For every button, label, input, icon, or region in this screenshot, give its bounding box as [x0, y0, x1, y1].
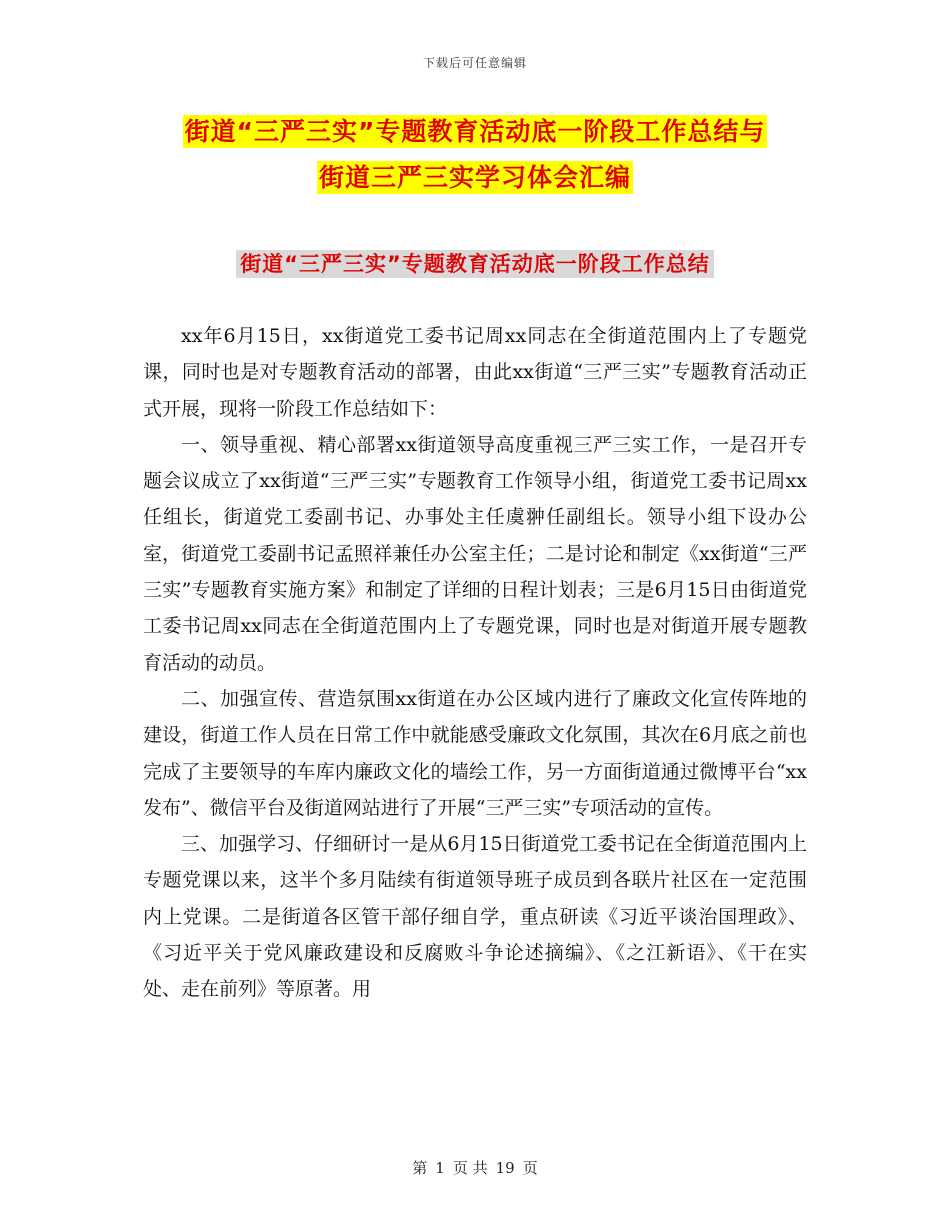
- page-footer: [0, 1157, 950, 1178]
- section-title-text: 街道“三严三实”专题教育活动底一阶段工作总结: [236, 250, 714, 278]
- body-paragraph-intro: xx年6月15日，xx街道党工委书记周xx同志在全街道范围内上了专题党课，同时也是对专题教育活动的部署，由此xx街道“三严三实”专题教育活动正式开展，现将一阶段工作总结如下：: [143, 325, 807, 420]
- document-title-line-2: [0, 158, 950, 194]
- document-body: [143, 318, 807, 1008]
- document-title-line-2-text: 街道三严三实学习体会汇编: [318, 163, 631, 192]
- page-number: 1: [435, 1159, 445, 1177]
- body-paragraph-study: 三、加强学习、仔细研讨一是从6月15日街道党工委书记在全街道范围内上专题党课以来，这半个多月陆续有街道领导班子成员到各联片社区在一定范围内上党课。二是街道各区管干部仔细自学，重点研读《习近平谈治国理政》、《习近平关于党风廉政建设和反腐败斗争论述摘编》、《之江新语》、《干在实处、走在前列》等原著。用: [143, 833, 807, 1001]
- body-paragraph-publicity: 二、加强宣传、营造氛围xx街道在办公区域内进行了廉政文化宣传阵地的建设，街道工作人员在日常工作中就能感受廉政文化氛围，其次在6月底之前也完成了主要领导的车库内廉政文化的墙绘工作，另一方面街道通过微博平台“xx发布”、微信平台及街道网站进行了开展“三严三实”专项活动的宣传。: [143, 687, 807, 819]
- page-header-note: 下载后可任意编辑: [422, 56, 527, 70]
- page-label-mid: 页 共: [452, 1159, 488, 1177]
- section-title: [0, 248, 950, 278]
- page-label-suffix: 页: [522, 1159, 538, 1177]
- document-title-line-1-text: 街道“三严三实”专题教育活动底一阶段工作总结与: [184, 117, 766, 146]
- body-paragraph-leadership: 一、领导重视、精心部署xx街道领导高度重视三严三实工作，一是召开专题会议成立了xx街道“三严三实”专题教育工作领导小组，街道党工委书记周xx任组长，街道党工委副书记、办事处主任虞翀任副组长。领导小组下设办公室，街道党工委副书记孟照祥兼任办公室主任；二是讨论和制定《xx街道“三严三实”专题教育实施方案》和制定了详细的日程计划表；三是6月15日由街道党工委书记周xx同志在全街道范围内上了专题党课，同时也是对街道开展专题教育活动的动员。: [143, 433, 807, 674]
- page-label-prefix: 第: [412, 1159, 428, 1177]
- total-pages: 19: [495, 1159, 515, 1177]
- document-title-line-1: [0, 112, 950, 148]
